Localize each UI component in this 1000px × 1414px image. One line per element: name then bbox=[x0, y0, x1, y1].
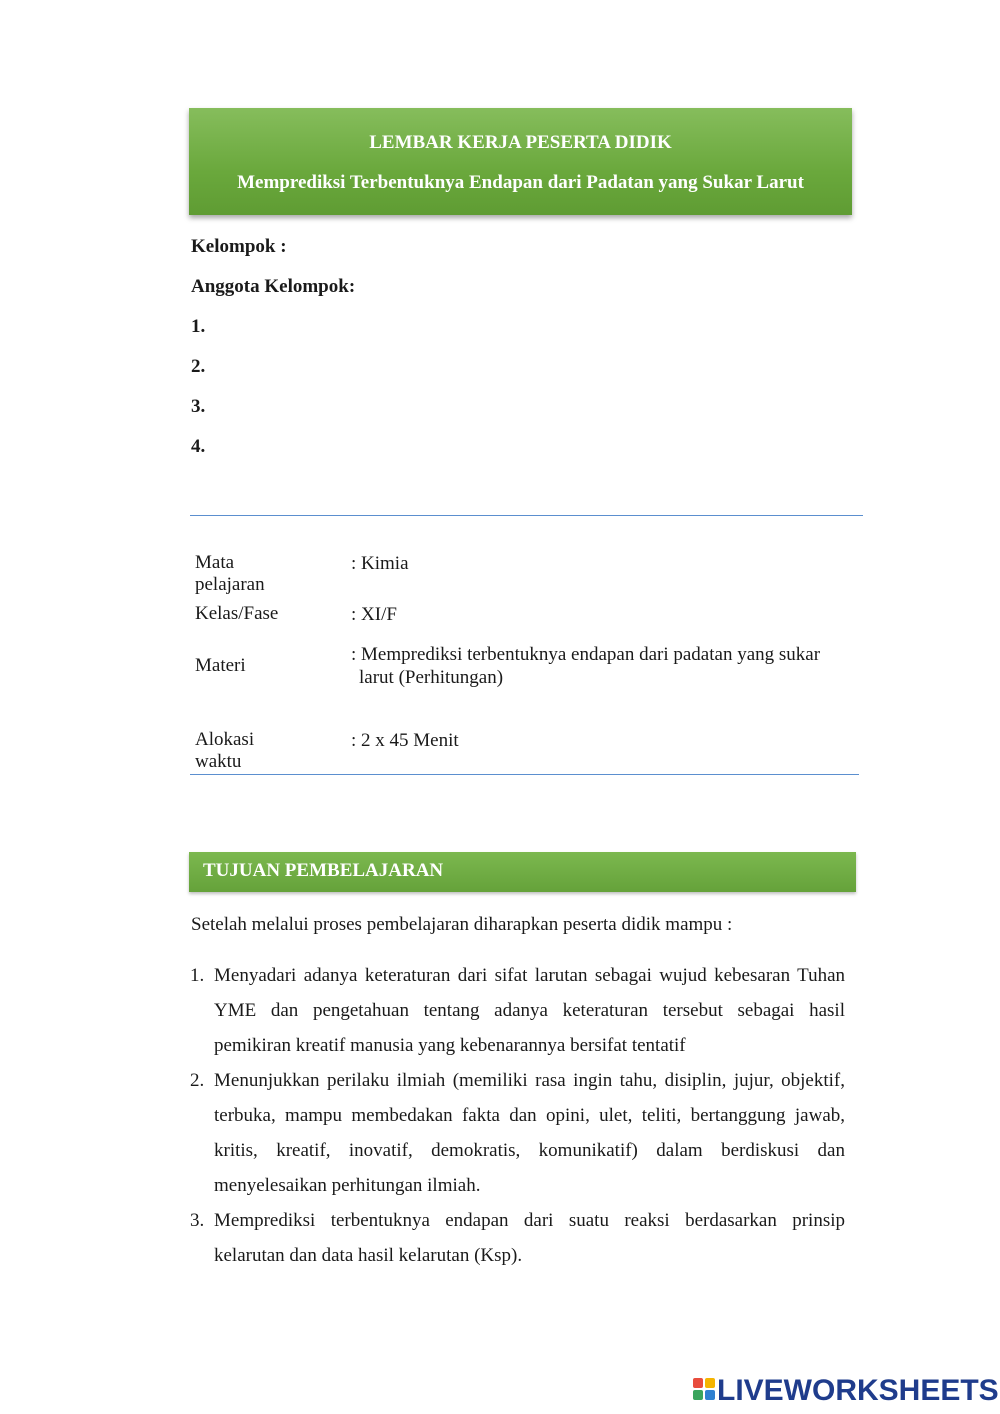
divider-bottom bbox=[190, 774, 859, 775]
info-value: : Kimia bbox=[351, 553, 409, 574]
member-number-4: 4. bbox=[191, 436, 206, 457]
list-item bbox=[190, 1203, 845, 1273]
info-key: Mata pelajaran bbox=[195, 552, 265, 595]
info-key: Alokasi waktu bbox=[195, 729, 255, 772]
list-item bbox=[190, 958, 845, 1063]
list-item-number: 1. bbox=[190, 965, 205, 986]
objectives-heading: TUJUAN PEMBELAJARAN bbox=[203, 860, 444, 881]
kelompok-label: Kelompok : bbox=[191, 236, 287, 257]
list-item bbox=[190, 1063, 845, 1203]
info-value: : 2 x 45 Menit bbox=[351, 730, 459, 751]
info-key: Kelas/Fase bbox=[195, 603, 279, 624]
list-item-text: Menunjukkan perilaku ilmiah (memiliki rasa ingin tahu, disiplin, jujur, objektif, terbuka, mampu membedakan fakta dan opini, ulet, teliti, bertanggung jawab, kritis, kreatif, inovatif, demokratis, komunikatif) dalam berdiskusi dan menyelesaikan perhitungan ilmiah. bbox=[214, 1070, 845, 1196]
objectives-list bbox=[190, 958, 845, 1273]
member-number-2: 2. bbox=[191, 356, 206, 377]
info-value bbox=[351, 643, 851, 689]
worksheet-subtitle: Memprediksi Terbentuknya Endapan dari Padatan yang Sukar Larut bbox=[237, 172, 804, 193]
worksheet-title: LEMBAR KERJA PESERTA DIDIK bbox=[369, 132, 672, 153]
anggota-label: Anggota Kelompok: bbox=[191, 276, 356, 297]
logo-text: LIVEWORKSHEETS bbox=[717, 1374, 999, 1407]
logo-block bbox=[693, 1378, 703, 1388]
divider-top bbox=[190, 515, 863, 516]
logo-blocks-icon bbox=[693, 1378, 717, 1402]
logo-block bbox=[705, 1390, 715, 1400]
info-value: : XI/F bbox=[351, 604, 397, 625]
objectives-intro: Setelah melalui proses pembelajaran diharapkan peserta didik mampu : bbox=[191, 914, 733, 935]
member-number-1: 1. bbox=[191, 316, 206, 337]
objectives-heading-bar bbox=[189, 852, 856, 892]
list-item-number: 2. bbox=[190, 1070, 205, 1091]
info-key: Materi bbox=[195, 655, 246, 676]
info-value-line-2: larut (Perhitungan) bbox=[359, 667, 504, 688]
list-item-text: Memprediksi terbentuknya endapan dari suatu reaksi berdasarkan prinsip kelarutan dan data hasil kelarutan (Ksp). bbox=[214, 1210, 845, 1266]
header-banner bbox=[189, 108, 852, 215]
info-value-line-1: : Memprediksi terbentuknya endapan dari padatan yang sukar bbox=[351, 644, 821, 665]
logo-block bbox=[693, 1390, 703, 1400]
logo-block bbox=[705, 1378, 715, 1388]
list-item-text: Menyadari adanya keteraturan dari sifat larutan sebagai wujud kebesaran Tuhan YME dan pengetahuan tentang adanya keteraturan tersebut sebagai hasil pemikiran kreatif manusia yang kebenarannya bersifat tentatif bbox=[214, 965, 845, 1056]
list-item-number: 3. bbox=[190, 1210, 205, 1231]
member-number-3: 3. bbox=[191, 396, 206, 417]
